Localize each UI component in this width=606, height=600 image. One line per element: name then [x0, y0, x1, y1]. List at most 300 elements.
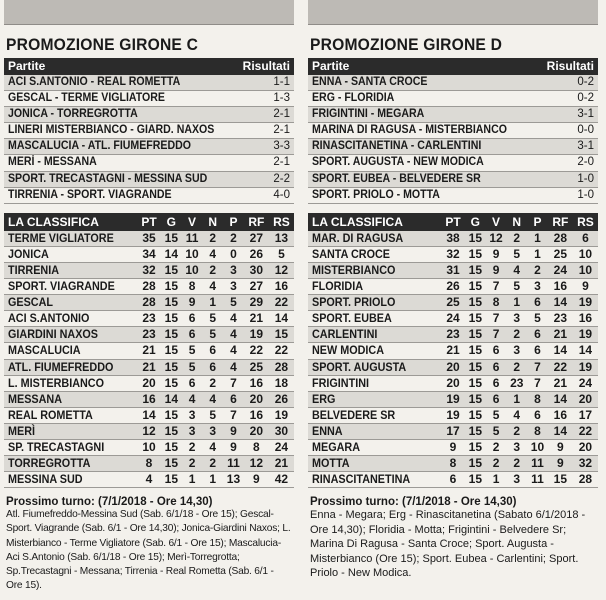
standings-cell-rf: 25: [548, 246, 573, 262]
standings-header-pt: PT: [441, 213, 465, 231]
match-row: [4, 155, 294, 171]
team-name: GESCAL: [8, 295, 54, 310]
standings-row: [4, 295, 294, 311]
standings-cell-team: [4, 246, 137, 262]
standings-cell-pt: 16: [137, 391, 161, 407]
standings-header-rs: RS: [269, 213, 294, 231]
standings-cell-team: [4, 311, 137, 327]
standings-row: [308, 311, 598, 327]
standings-cell-pt: 12: [137, 423, 161, 439]
standings-cell-n: 3: [506, 472, 527, 488]
team-name: MESSANA: [8, 391, 63, 406]
team-name: SP. TRECASTAGNI: [8, 440, 105, 455]
standings-cell-v: 6: [182, 375, 203, 391]
standings-cell-pt: 28: [137, 279, 161, 295]
match-result: 0-2: [577, 76, 594, 88]
standings-cell-v: 5: [182, 343, 203, 359]
match-teams: LINERI MISTERBIANCO - GIARD. NAXOS: [8, 124, 215, 137]
standings-cell-pt: 26: [441, 279, 465, 295]
standings-cell-rs: 6: [573, 231, 598, 247]
standings-cell-rf: 19: [244, 327, 269, 343]
standings-cell-rf: 25: [244, 359, 269, 375]
standings-cell-team: [4, 391, 137, 407]
standings-cell-pt: 25: [441, 295, 465, 311]
standings-cell-n: 2: [202, 262, 223, 278]
group-title: PROMOZIONE GIRONE C: [6, 35, 199, 54]
team-name: ENNA: [312, 423, 343, 438]
standings-cell-v: 9: [486, 246, 507, 262]
team-name: RINASCITANETINA: [312, 472, 411, 487]
standings-cell-team: [308, 262, 441, 278]
standings-cell-rs: 20: [573, 439, 598, 455]
standings-row: [308, 327, 598, 343]
standings-header-v: V: [486, 213, 507, 231]
standings-cell-rs: 18: [269, 375, 294, 391]
match-result: 1-3: [273, 92, 290, 105]
standings-cell-p: 4: [223, 327, 244, 343]
match-row: [4, 123, 294, 139]
standings-cell-rf: 20: [244, 423, 269, 439]
standings-cell-rs: 24: [269, 439, 294, 455]
standings-cell-v: 2: [486, 456, 507, 472]
standings-cell-rs: 12: [269, 262, 294, 278]
match-teams: MARINA DI RAGUSA - MISTERBIANCO: [312, 124, 507, 137]
standings-cell-rf: 30: [244, 262, 269, 278]
standings-cell-g: 15: [161, 439, 182, 455]
standings-row: [4, 327, 294, 343]
standings-cell-v: 6: [182, 311, 203, 327]
standings-cell-n: 3: [506, 311, 527, 327]
matches-header-risultati: Risultati: [546, 59, 594, 73]
standings-cell-rs: 19: [573, 295, 598, 311]
standings-cell-team: [308, 343, 441, 359]
standings-cell-v: 9: [182, 295, 203, 311]
standings-header-rs: RS: [573, 213, 598, 231]
team-name: SPORT. AUGUSTA: [312, 359, 407, 374]
standings-cell-team: [4, 472, 137, 488]
standings-cell-team: [4, 295, 137, 311]
standings-cell-p: 11: [527, 472, 548, 488]
standings-cell-rf: 14: [548, 295, 573, 311]
standings-row: [308, 262, 598, 278]
match-result: 1-0: [577, 188, 594, 201]
standings-cell-pt: 17: [441, 423, 465, 439]
standings-cell-g: 15: [161, 279, 182, 295]
standings-cell-pt: 20: [441, 375, 465, 391]
match-row: [308, 188, 598, 204]
standings-cell-p: 10: [527, 439, 548, 455]
standings-cell-rf: 14: [548, 343, 573, 359]
standings-cell-n: 23: [506, 375, 527, 391]
standings-cell-rf: 27: [244, 231, 269, 247]
standings-row: [308, 391, 598, 407]
standings-header-p: P: [527, 213, 548, 231]
standings-row: [4, 262, 294, 278]
match-result: 2-1: [273, 156, 290, 169]
standings-cell-rf: 29: [244, 295, 269, 311]
match-teams: RINASCITANETINA - CARLENTINI: [312, 140, 482, 153]
standings-cell-pt: 14: [137, 407, 161, 423]
match-teams: SPORT. AUGUSTA - NEW MODICA: [312, 156, 484, 169]
standings-cell-rs: 14: [269, 311, 294, 327]
standings-cell-v: 2: [182, 456, 203, 472]
match-result: 3-1: [577, 140, 594, 153]
standings-cell-g: 15: [465, 231, 486, 247]
standings-header-name: LA CLASSIFICA: [308, 213, 441, 231]
matches-header-partite: Partite: [8, 59, 46, 73]
standings-cell-team: [308, 246, 441, 262]
standings-cell-rs: 28: [573, 472, 598, 488]
match-result: 2-1: [273, 124, 290, 137]
standings-cell-n: 5: [506, 246, 527, 262]
standings-row: [308, 439, 598, 455]
next-round-fixtures: Enna - Megara; Erg - Rinascitanetina (Sabato 6/1/2018 - Ore 14,30); Floridia - Motta; Frigintini - Belvedere Sr; Marina Di Ragusa - Santa Croce; Sport. Augusta - Misterbianco (Ore 15); Sport. Eubea - Carlentini; Sport. Priolo - New Modica.: [310, 509, 586, 580]
standings-cell-pt: 21: [137, 343, 161, 359]
standings-cell-rf: 24: [548, 262, 573, 278]
matches-header-risultati: Risultati: [242, 59, 290, 73]
standings-cell-g: 15: [465, 439, 486, 455]
standings-cell-rf: 16: [548, 407, 573, 423]
standings-row: [308, 295, 598, 311]
standings-cell-g: 14: [161, 246, 182, 262]
standings-cell-p: 7: [527, 375, 548, 391]
standings-cell-team: [4, 439, 137, 455]
standings-cell-rs: 30: [269, 423, 294, 439]
standings-header-p: P: [223, 213, 244, 231]
standings-cell-p: 7: [527, 359, 548, 375]
standings-cell-v: 8: [486, 295, 507, 311]
standings-cell-p: 13: [223, 472, 244, 488]
standings-row: [308, 375, 598, 391]
standings-cell-team: [4, 327, 137, 343]
standings-cell-pt: 20: [137, 375, 161, 391]
standings-cell-rs: 5: [269, 246, 294, 262]
girone-d-column: [308, 0, 598, 581]
standings-cell-pt: 35: [137, 231, 161, 247]
match-teams: SPORT. PRIOLO - MOTTA: [312, 188, 440, 201]
team-name: MAR. DI RAGUSA: [312, 230, 404, 245]
standings-cell-g: 15: [161, 472, 182, 488]
team-name: MEGARA: [312, 440, 361, 455]
standings-cell-rs: 24: [573, 375, 598, 391]
standings-cell-n: 1: [202, 295, 223, 311]
standings-cell-p: 3: [223, 262, 244, 278]
match-result: 0-2: [577, 92, 594, 105]
team-name: MOTTA: [312, 456, 350, 471]
standings-cell-rf: 9: [244, 472, 269, 488]
standings-cell-n: 1: [202, 472, 223, 488]
standings-cell-pt: 23: [137, 327, 161, 343]
standings-cell-rf: 14: [548, 423, 573, 439]
match-result: 1-0: [577, 172, 594, 185]
standings-cell-n: 2: [202, 231, 223, 247]
standings-row: [4, 246, 294, 262]
matches-header: [4, 58, 294, 75]
standings-cell-g: 15: [465, 391, 486, 407]
standings-cell-team: [308, 311, 441, 327]
standings-cell-rf: 16: [548, 279, 573, 295]
standings-cell-rs: 19: [573, 359, 598, 375]
team-name: MESSINA SUD: [8, 472, 83, 487]
standings-cell-v: 12: [486, 231, 507, 247]
standings-cell-g: 15: [465, 311, 486, 327]
standings-cell-v: 6: [486, 375, 507, 391]
standings-cell-n: 4: [202, 439, 223, 455]
standings-cell-team: [4, 231, 137, 247]
team-name: BELVEDERE SR: [312, 407, 396, 422]
standings-cell-pt: 4: [137, 472, 161, 488]
standings-header-rf: RF: [244, 213, 269, 231]
standings-row: [4, 407, 294, 423]
standings-cell-pt: 32: [137, 262, 161, 278]
standings-cell-team: [308, 439, 441, 455]
match-row: [4, 107, 294, 123]
standings-cell-team: [4, 343, 137, 359]
standings-row: [4, 343, 294, 359]
match-teams: SPORT. EUBEA - BELVEDERE SR: [312, 172, 481, 185]
standings-cell-team: [308, 391, 441, 407]
standings-cell-pt: 32: [441, 246, 465, 262]
standings-cell-rf: 26: [244, 246, 269, 262]
standings-cell-n: 2: [506, 359, 527, 375]
team-name: SANTA CROCE: [312, 246, 391, 261]
standings-cell-team: [4, 423, 137, 439]
standings-cell-g: 15: [161, 343, 182, 359]
standings-cell-g: 15: [465, 262, 486, 278]
team-name: SPORT. PRIOLO: [312, 295, 396, 310]
standings-cell-p: 6: [527, 407, 548, 423]
match-row: [4, 172, 294, 188]
standings-row: [308, 472, 598, 488]
matches-header-partite: Partite: [312, 59, 350, 73]
standings-cell-rf: 9: [548, 439, 573, 455]
standings-row: [4, 375, 294, 391]
standings-cell-v: 5: [486, 423, 507, 439]
standings-row: [308, 246, 598, 262]
standings-cell-g: 15: [161, 423, 182, 439]
standings-cell-p: 4: [223, 359, 244, 375]
standings-cell-rf: 20: [244, 391, 269, 407]
match-row: [4, 139, 294, 155]
standings-cell-team: [308, 327, 441, 343]
standings-cell-g: 15: [465, 375, 486, 391]
standings-cell-g: 15: [161, 262, 182, 278]
standings-cell-team: [308, 407, 441, 423]
standings-cell-g: 15: [465, 472, 486, 488]
standings-cell-n: 3: [202, 423, 223, 439]
standings-cell-pt: 21: [137, 359, 161, 375]
standings-row: [308, 359, 598, 375]
standings-cell-team: [4, 262, 137, 278]
standings-row: [4, 391, 294, 407]
standings-header-g: G: [465, 213, 486, 231]
standings-cell-rs: 9: [573, 279, 598, 295]
standings-cell-pt: 20: [441, 359, 465, 375]
standings-cell-v: 2: [182, 439, 203, 455]
standings-cell-n: 2: [202, 456, 223, 472]
match-row: [4, 188, 294, 204]
standings-cell-p: 2: [223, 231, 244, 247]
standings-cell-g: 15: [465, 359, 486, 375]
standings-cell-n: 4: [202, 279, 223, 295]
next-round-title: Prossimo turno: (7/1/2018 - Ore 14,30): [6, 496, 213, 509]
standings-cell-g: 15: [161, 231, 182, 247]
standings-header-name: LA CLASSIFICA: [4, 213, 137, 231]
standings-cell-rf: 9: [548, 456, 573, 472]
standings-cell-n: 1: [506, 295, 527, 311]
match-row: [308, 139, 598, 155]
standings-cell-p: 7: [223, 375, 244, 391]
team-name: MISTERBIANCO: [312, 262, 396, 277]
standings-cell-n: 2: [506, 456, 527, 472]
match-row: [308, 75, 598, 91]
standings-cell-pt: 8: [441, 456, 465, 472]
standings-cell-rs: 32: [573, 456, 598, 472]
top-gray-bar: [308, 0, 598, 25]
standings-cell-g: 14: [161, 391, 182, 407]
next-round-title: Prossimo turno: (7/1/2018 - Ore 14,30): [310, 496, 517, 509]
match-teams: SPORT. TRECASTAGNI - MESSINA SUD: [8, 172, 208, 185]
standings-cell-v: 4: [182, 391, 203, 407]
match-teams: MASCALUCIA - ATL. FIUMEFREDDO: [8, 140, 191, 153]
match-teams: TIRRENIA - SPORT. VIAGRANDE: [8, 188, 172, 201]
standings-cell-rf: 21: [548, 375, 573, 391]
standings-header-n: N: [202, 213, 223, 231]
standings-row: [4, 472, 294, 488]
team-name: ATL. FIUMEFREDDO: [8, 359, 114, 374]
team-name: FLORIDIA: [312, 279, 364, 294]
standings-cell-pt: 8: [137, 456, 161, 472]
standings-cell-rf: 12: [244, 456, 269, 472]
standings-row: [308, 279, 598, 295]
standings-cell-n: 5: [202, 407, 223, 423]
standings-cell-v: 2: [486, 439, 507, 455]
standings-cell-p: 1: [527, 231, 548, 247]
standings-cell-pt: 34: [137, 246, 161, 262]
standings-cell-rs: 19: [269, 407, 294, 423]
standings-cell-rf: 22: [244, 343, 269, 359]
standings-cell-team: [308, 423, 441, 439]
standings-cell-rs: 10: [573, 262, 598, 278]
standings-cell-p: 8: [527, 391, 548, 407]
standings-cell-v: 6: [486, 343, 507, 359]
standings-cell-p: 5: [527, 311, 548, 327]
group-title: PROMOZIONE GIRONE D: [310, 35, 503, 54]
team-name: TIRRENIA: [8, 262, 60, 277]
team-name: GIARDINI NAXOS: [8, 327, 99, 342]
match-row: [4, 75, 294, 91]
standings-cell-rs: 22: [573, 423, 598, 439]
standings-cell-g: 15: [465, 407, 486, 423]
standings-cell-p: 6: [527, 295, 548, 311]
match-result: 3-1: [577, 108, 594, 121]
standings-cell-n: 3: [506, 343, 527, 359]
standings-header-row: [308, 213, 598, 231]
standings-cell-team: [308, 359, 441, 375]
standings-cell-rs: 10: [573, 246, 598, 262]
match-teams: GESCAL - TERME VIGLIATORE: [8, 92, 165, 105]
match-row: [308, 155, 598, 171]
match-result: 0-0: [577, 124, 594, 137]
standings-cell-n: 3: [506, 439, 527, 455]
standings-cell-rs: 20: [573, 391, 598, 407]
standings-cell-p: 5: [223, 295, 244, 311]
standings-row: [4, 423, 294, 439]
standings-cell-v: 10: [182, 262, 203, 278]
standings-cell-pt: 9: [441, 439, 465, 455]
standings-cell-rf: 15: [548, 472, 573, 488]
standings-cell-g: 15: [465, 423, 486, 439]
standings-cell-v: 7: [486, 311, 507, 327]
match-row: [308, 107, 598, 123]
standings-cell-p: 4: [223, 311, 244, 327]
standings-cell-p: 6: [527, 343, 548, 359]
standings-cell-p: 3: [223, 279, 244, 295]
standings-cell-rs: 42: [269, 472, 294, 488]
standings-cell-pt: 24: [441, 311, 465, 327]
standings-cell-pt: 38: [441, 231, 465, 247]
standings-cell-g: 15: [161, 359, 182, 375]
standings-cell-n: 2: [506, 423, 527, 439]
standings-cell-v: 11: [182, 231, 203, 247]
match-row: [308, 91, 598, 107]
standings-cell-n: 6: [202, 343, 223, 359]
standings-cell-team: [4, 456, 137, 472]
standings-cell-pt: 23: [137, 311, 161, 327]
standings-row: [4, 456, 294, 472]
standings-cell-rs: 16: [573, 311, 598, 327]
standings-cell-rs: 16: [269, 279, 294, 295]
top-gray-bar: [4, 0, 294, 25]
standings-cell-rs: 22: [269, 295, 294, 311]
standings-cell-team: [308, 279, 441, 295]
standings-cell-n: 1: [506, 391, 527, 407]
team-name: REAL ROMETTA: [8, 407, 93, 422]
standings-cell-p: 9: [223, 439, 244, 455]
standings-cell-rf: 16: [244, 407, 269, 423]
standings-cell-p: 6: [527, 327, 548, 343]
standings-cell-rf: 16: [244, 375, 269, 391]
standings-cell-v: 9: [486, 262, 507, 278]
match-teams: ENNA - SANTA CROCE: [312, 76, 428, 88]
match-teams: MERÌ - MESSANA: [8, 156, 97, 169]
standings-cell-p: 2: [527, 262, 548, 278]
matches-list: [308, 75, 598, 204]
standings-header-pt: PT: [137, 213, 161, 231]
standings-table: [4, 213, 294, 489]
standings-cell-rs: 15: [269, 327, 294, 343]
standings-cell-v: 7: [486, 279, 507, 295]
team-name: MERÌ: [8, 423, 35, 438]
match-teams: JONICA - TORREGROTTA: [8, 108, 138, 121]
standings-cell-p: 9: [223, 423, 244, 439]
standings-cell-team: [308, 456, 441, 472]
standings-cell-v: 6: [486, 359, 507, 375]
match-result: 2-2: [273, 172, 290, 185]
standings-cell-n: 2: [202, 375, 223, 391]
team-name: SPORT. EUBEA: [312, 311, 392, 326]
match-row: [4, 91, 294, 107]
standings-row: [308, 456, 598, 472]
standings-cell-n: 2: [506, 231, 527, 247]
standings-cell-rs: 22: [269, 343, 294, 359]
standings-cell-n: 2: [506, 327, 527, 343]
standings-cell-rf: 28: [548, 231, 573, 247]
team-name: L. MISTERBIANCO: [8, 375, 105, 390]
team-name: TORREGROTTA: [8, 456, 91, 471]
standings-cell-p: 8: [527, 423, 548, 439]
matches-list: [4, 75, 294, 204]
